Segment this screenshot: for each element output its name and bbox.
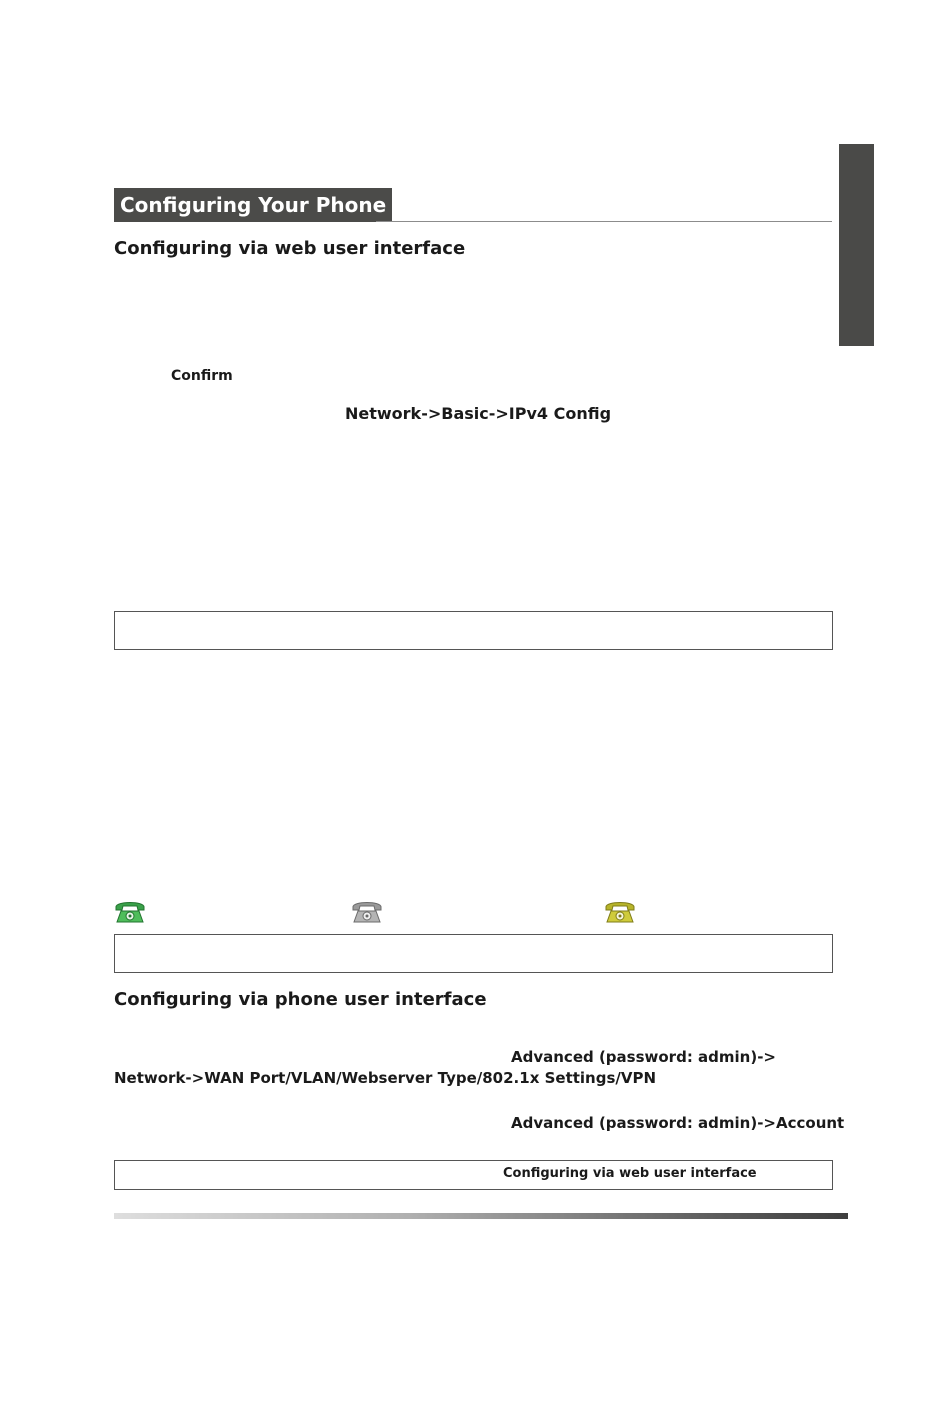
ipv4-config-path: Network->Basic->IPv4 Config [345,404,612,423]
note-box [114,611,833,650]
yellow-phone-icon [603,898,637,926]
advanced-menu-path: Advanced (password: admin)-> [511,1048,776,1066]
gray-phone-icon [350,898,384,926]
green-phone-icon [113,898,147,926]
web-ui-reference-link[interactable]: Configuring via web user interface [503,1166,757,1181]
network-settings-path: Network->WAN Port/VLAN/Webserver Type/802.1x Settings/VPN [114,1069,657,1087]
phone-ui-heading: Configuring via phone user interface [114,989,487,1010]
footer-gradient-bar [114,1213,848,1219]
account-menu-path: Advanced (password: admin)->Account [511,1114,845,1132]
web-ui-heading: Configuring via web user interface [114,238,466,259]
section-title: Configuring Your Phone [114,188,392,222]
confirm-label: Confirm [171,368,233,384]
section-title-rule [376,221,832,222]
chapter-side-tab [839,144,874,346]
note-box [114,934,833,973]
